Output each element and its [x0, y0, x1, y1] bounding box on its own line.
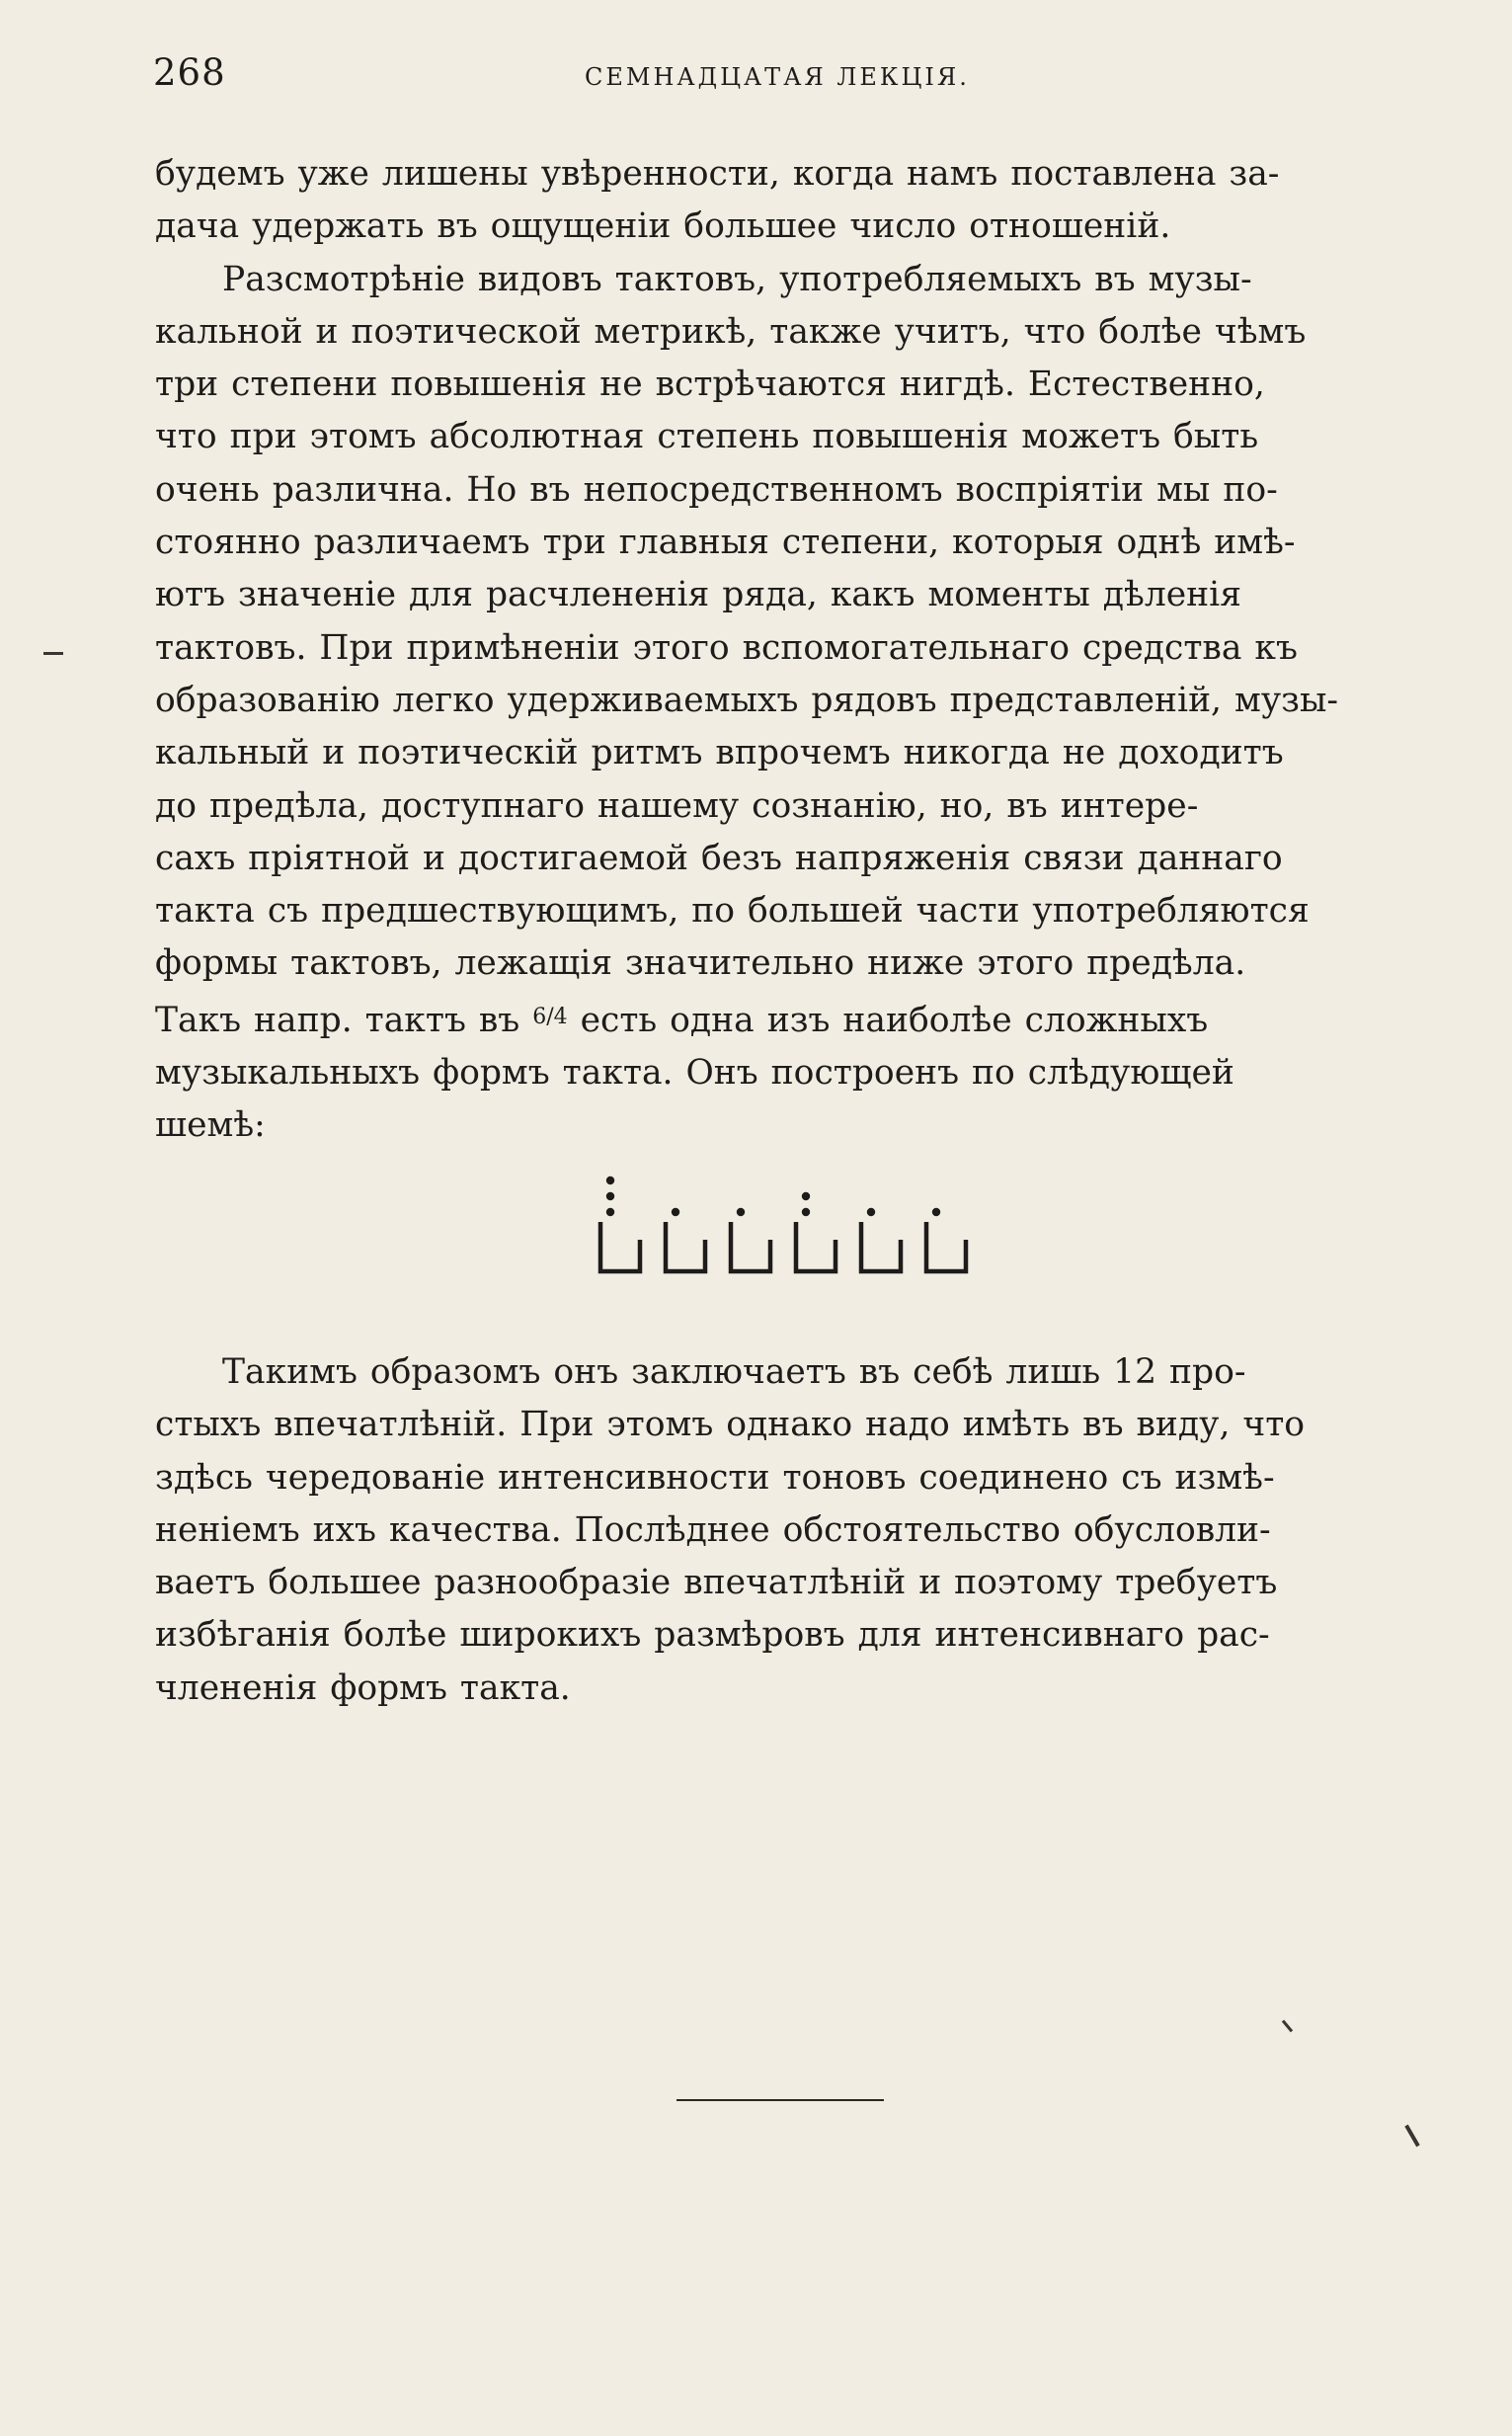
- para2-line: музыкальныхъ формъ такта. Онъ построенъ по слѣдующей: [155, 1053, 1234, 1094]
- measure-bracket: [926, 1222, 966, 1271]
- accent-dot: [932, 1208, 940, 1216]
- measure-bracket: [600, 1222, 640, 1271]
- margin-dash: [43, 652, 63, 655]
- running-title: СЕМНАДЦАТАЯ ЛЕКЦІЯ.: [585, 63, 970, 91]
- para2-line: шемѣ:: [155, 1105, 266, 1146]
- para2-line: ютъ значеніе для расчлененія ряда, какъ моменты дѣленія: [155, 575, 1241, 615]
- measure-bracket: [861, 1222, 901, 1271]
- para3-line: здѣсь чередованіе интенсивности тоновъ соединено съ измѣ-: [155, 1457, 1275, 1498]
- para3-line: неніемъ ихъ качества. Послѣднее обстоятельство обусловли-: [155, 1509, 1271, 1550]
- para2-line: образованію легко удерживаемыхъ рядовъ представленій, музы-: [155, 680, 1339, 720]
- accent-dot: [672, 1208, 679, 1216]
- para2-line: кальный и поэтическій ритмъ впрочемъ никогда не доходитъ: [155, 733, 1284, 773]
- accent-dot: [606, 1177, 614, 1184]
- accent-dot: [737, 1208, 745, 1216]
- para3-line: Такимъ образомъ онъ заключаетъ въ себѣ лишь 12 про-: [222, 1352, 1246, 1392]
- end-rule: [676, 2099, 884, 2101]
- para2-line: сахъ пріятной и достигаемой безъ напряженія связи даннаго: [155, 838, 1283, 878]
- line-prefix: Такъ напр. тактъ въ: [155, 1000, 533, 1040]
- para3-line: избѣганія болѣе широкихъ размѣровъ для интенсивнаго рас-: [155, 1615, 1270, 1656]
- para2-line: очень различна. Но въ непосредственномъ воспріятіи мы по-: [155, 469, 1278, 510]
- para1-line: дача удержать въ ощущеніи большее число отношеній.: [155, 206, 1171, 247]
- text-block-upper: [155, 148, 1419, 1153]
- para3-line: члененія формъ такта.: [155, 1667, 571, 1708]
- measure-bracket: [666, 1222, 705, 1271]
- time-signature: 6/4: [532, 1004, 568, 1029]
- line-suffix: есть одна изъ наиболѣе сложныхъ: [567, 1000, 1209, 1040]
- measure-bracket: [796, 1222, 836, 1271]
- accent-dot: [606, 1208, 614, 1216]
- para2-line: стоянно различаемъ три главныя степени, которыя однѣ имѣ-: [155, 523, 1296, 563]
- accent-dot: [606, 1192, 614, 1200]
- meter-scheme-figure: [593, 1161, 997, 1284]
- para2-line: Разсмотрѣніе видовъ тактовъ, употребляемыхъ въ музы-: [222, 259, 1252, 299]
- accent-dot: [867, 1208, 875, 1216]
- para1-line: будемъ уже лишены увѣренности, когда намъ поставлена за-: [155, 154, 1280, 194]
- accent-dot: [802, 1192, 810, 1200]
- stray-mark: [1282, 2020, 1293, 2033]
- para2-line: три степени повышенія не встрѣчаются нигдѣ. Естественно,: [155, 365, 1265, 405]
- page-number: 268: [153, 51, 226, 94]
- accent-dot: [802, 1208, 810, 1216]
- para2-line: кальной и поэтической метрикѣ, также учитъ, что болѣе чѣмъ: [155, 311, 1307, 352]
- para2-line: что при этомъ абсолютная степень повышенія можетъ быть: [155, 417, 1259, 457]
- para2-line: тактовъ. При примѣненіи этого вспомогательнаго средства къ: [155, 627, 1298, 668]
- para3-line: стыхъ впечатлѣній. При этомъ однако надо имѣть въ виду, что: [155, 1405, 1306, 1445]
- stray-mark: [1404, 2125, 1419, 2148]
- para2-line: до предѣла, доступнаго нашему сознанію, но, въ интере-: [155, 785, 1199, 826]
- para2-line: такта съ предшествующимъ, по большей части употребляются: [155, 891, 1310, 932]
- para2-line: формы тактовъ, лежащія значительно ниже этого предѣла.: [155, 943, 1246, 984]
- para3-line: ваетъ большее разнообразіе впечатлѣній и поэтому требуетъ: [155, 1563, 1278, 1603]
- measure-bracket: [731, 1222, 770, 1271]
- para2-line-with-fraction: [155, 991, 1419, 1047]
- text-block-lower: [155, 1346, 1419, 1715]
